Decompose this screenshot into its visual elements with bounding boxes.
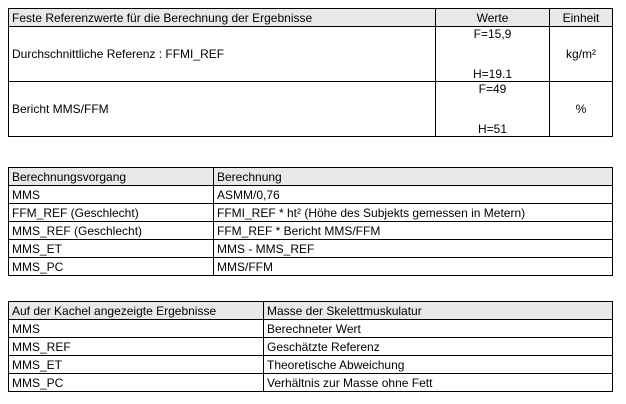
value-female: F=49 [478, 82, 507, 96]
table-header-row [9, 168, 613, 186]
row-label: MMS_ET [9, 356, 264, 374]
row-label: MMS_PC [9, 258, 214, 276]
table-row [9, 82, 613, 137]
table-row [9, 222, 613, 240]
row-value: Berechneter Wert [264, 320, 613, 338]
header-cell: Feste Referenzwerte für die Berechnung der Ergebnisse [9, 9, 436, 27]
header-cell: Masse der Skelettmuskulatur [264, 302, 613, 320]
table-row [9, 240, 613, 258]
header-cell: Auf der Kachel angezeigte Ergebnisse [9, 302, 264, 320]
row-label: Bericht MMS/FFM [9, 82, 436, 137]
results-table [8, 301, 613, 392]
row-value: FFM_REF * Bericht MMS/FFM [214, 222, 613, 240]
row-value: FFMI_REF * ht² (Höhe des Subjekts gemessen in Metern) [214, 204, 613, 222]
unit-cell: kg/m² [550, 27, 613, 82]
table-row [9, 374, 613, 392]
header-cell: Werte [436, 9, 550, 27]
table-row [9, 258, 613, 276]
value-cell [436, 27, 550, 82]
table-header-row [9, 302, 613, 320]
row-value: MMS - MMS_REF [214, 240, 613, 258]
unit-cell: % [550, 82, 613, 137]
row-value: ASMM/0,76 [214, 186, 613, 204]
header-cell: Berechnungsvorgang [9, 168, 214, 186]
row-label: MMS_REF (Geschlecht) [9, 222, 214, 240]
value-male: H=51 [477, 122, 508, 136]
row-label: MMS [9, 186, 214, 204]
table-row [9, 356, 613, 374]
row-label: MMS_PC [9, 374, 264, 392]
table-row [9, 204, 613, 222]
row-label: MMS_ET [9, 240, 214, 258]
header-cell: Einheit [550, 9, 613, 27]
calculation-table [8, 167, 613, 276]
table-header-row [9, 9, 613, 27]
row-value: Geschätzte Referenz [264, 338, 613, 356]
row-value: Theoretische Abweichung [264, 356, 613, 374]
row-label: MMS_REF [9, 338, 264, 356]
value-cell [436, 82, 550, 137]
table-row [9, 320, 613, 338]
table-row [9, 186, 613, 204]
table-row [9, 338, 613, 356]
row-label: MMS [9, 320, 264, 338]
value-male: H=19.1 [472, 67, 513, 81]
row-value: Verhältnis zur Masse ohne Fett [264, 374, 613, 392]
header-cell: Berechnung [214, 168, 613, 186]
row-value: MMS/FFM [214, 258, 613, 276]
row-label: Durchschnittliche Referenz : FFMI_REF [9, 27, 436, 82]
reference-values-table [8, 8, 613, 137]
value-female: F=15,9 [473, 27, 512, 41]
table-row [9, 27, 613, 82]
row-label: FFM_REF (Geschlecht) [9, 204, 214, 222]
